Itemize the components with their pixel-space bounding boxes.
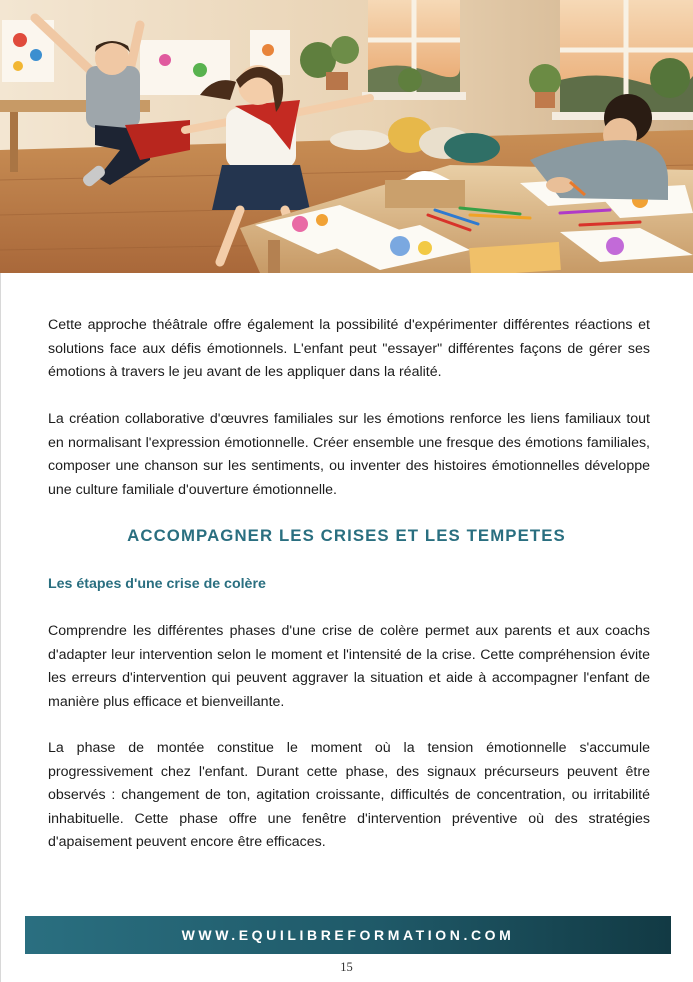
body-paragraph: La création collaborative d'œuvres familiales sur les émotions renforce les liens familiaux tout en normalisant l'expression émotionnelle. Créer ensemble une fresque des émotions familiales, composer une chanson sur les sentiments, ou inventer des histoires émotionnelles développe une culture familiale d'ouverture émotionnelle. <box>48 411 650 498</box>
page-edge <box>0 273 1 982</box>
body-paragraph: Cette approche théâtrale offre également la possibilité d'expérimenter différentes réactions et solutions face aux défis émotionnels. L'enfant peut "essayer" différentes façons de gérer ses émotions à travers le jeu avant de les appliquer dans la réalité. <box>48 317 650 381</box>
footer-banner <box>25 916 671 954</box>
website-link[interactable]: WWW.EQUILIBREFORMATION.COM <box>181 927 515 943</box>
hero-illustration <box>0 0 693 273</box>
page-number: 15 <box>340 960 353 974</box>
section-title: ACCOMPAGNER LES CRISES ET LES TEMPETES <box>127 526 566 545</box>
body-paragraph: La phase de montée constitue le moment où la tension émotionnelle s'accumule progressivement chez l'enfant. Durant cette phase, des signaux précurseurs peuvent être observés : changement de ton, agitation croissante, difficultés de concentration, ou irritabilité inhabituelle. Cette phase offre une fenêtre d'intervention préventive où des stratégies d'apaisement peuvent encore être efficaces. <box>48 740 650 851</box>
body-paragraph: Comprendre les différentes phases d'une crise de colère permet aux parents et aux coachs d'adapter leur intervention selon le moment et l'intensité de la crise. Cette compréhension évite les erreurs d'intervention qui peuvent aggraver la situation et aide à accompagner l'enfant de manière plus efficace et bienveillante. <box>48 623 650 710</box>
children-playing-drawing-photo-icon <box>0 0 693 273</box>
subheading: Les étapes d'une crise de colère <box>48 576 266 592</box>
